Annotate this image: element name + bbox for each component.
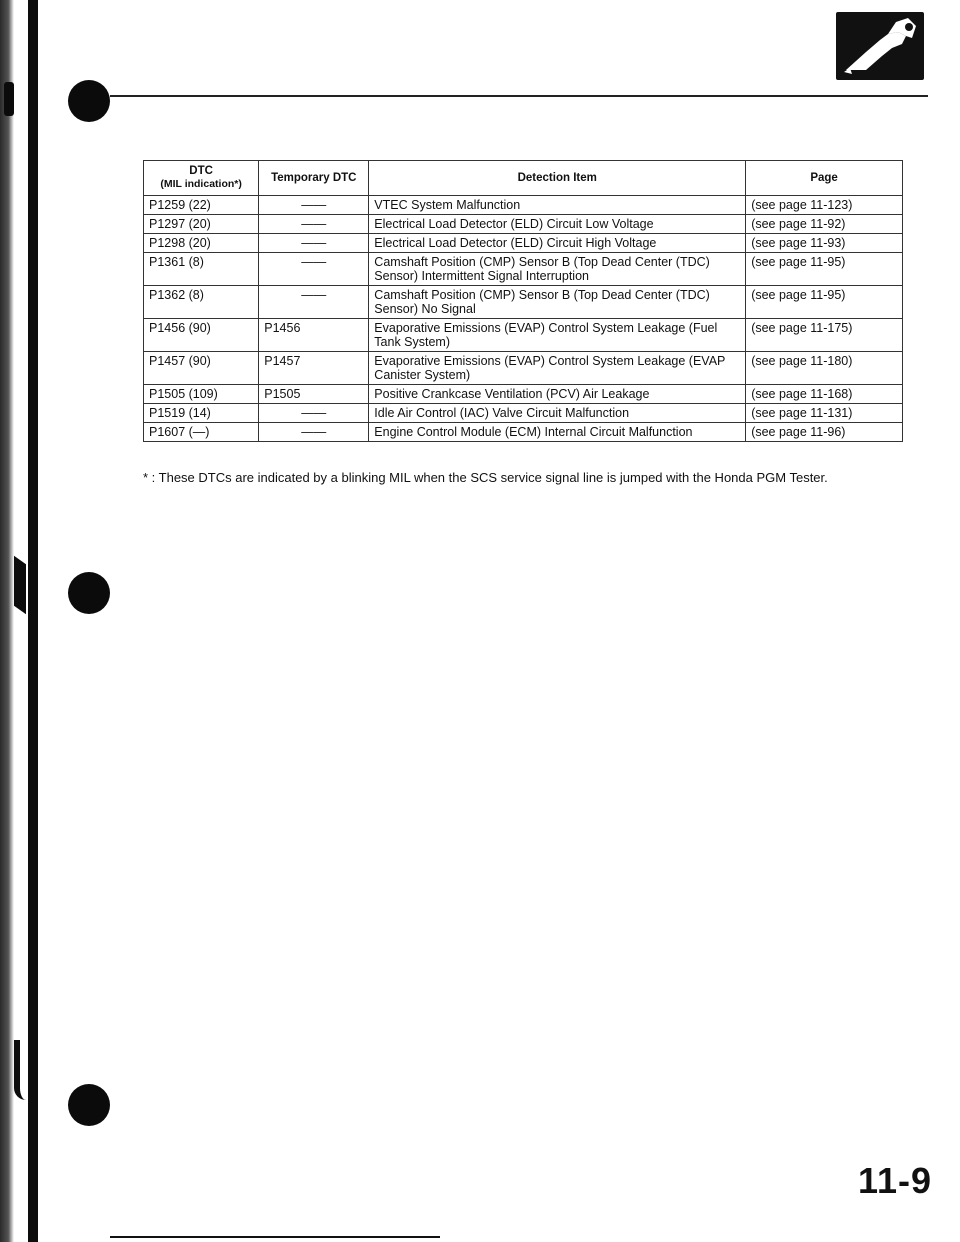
dtc-cell: P1457 (90): [144, 352, 259, 385]
page-reference-cell: (see page 11-95): [746, 253, 903, 286]
temporary-dtc-column-header: Temporary DTC: [259, 161, 369, 196]
dtc-column-header: [144, 161, 259, 196]
binder-clip-mark: [14, 556, 26, 614]
temporary-dtc-cell: P1505: [259, 385, 369, 404]
header-rule: [110, 95, 928, 97]
table-row: [144, 215, 903, 234]
dtc-header-label: DTC: [189, 165, 213, 177]
page-reference-cell: (see page 11-92): [746, 215, 903, 234]
table-row: [144, 286, 903, 319]
detection-item-cell: Engine Control Module (ECM) Internal Circuit Malfunction: [369, 423, 746, 442]
detection-item-cell: Positive Crankcase Ventilation (PCV) Air Leakage: [369, 385, 746, 404]
page-reference-cell: (see page 11-123): [746, 196, 903, 215]
page-reference-cell: (see page 11-96): [746, 423, 903, 442]
detection-item-cell: Evaporative Emissions (EVAP) Control System Leakage (Fuel Tank System): [369, 319, 746, 352]
page-reference-cell: (see page 11-168): [746, 385, 903, 404]
table-row: [144, 385, 903, 404]
table-row: [144, 423, 903, 442]
binder-clip-mark: [4, 82, 14, 116]
dtc-cell: P1519 (14): [144, 404, 259, 423]
dtc-cell: P1297 (20): [144, 215, 259, 234]
detection-item-cell: Evaporative Emissions (EVAP) Control System Leakage (EVAP Canister System): [369, 352, 746, 385]
temporary-dtc-cell: ——: [259, 253, 369, 286]
punch-hole: [68, 1084, 110, 1126]
dtc-cell: P1456 (90): [144, 319, 259, 352]
detection-item-cell: Camshaft Position (CMP) Sensor B (Top Dead Center (TDC) Sensor) Intermittent Signal Interruption: [369, 253, 746, 286]
page-column-header: Page: [746, 161, 903, 196]
dtc-cell: P1505 (109): [144, 385, 259, 404]
dtc-cell: P1607 (—): [144, 423, 259, 442]
temporary-dtc-cell: ——: [259, 404, 369, 423]
dtc-cell: P1362 (8): [144, 286, 259, 319]
binder-clip-mark: [14, 1040, 36, 1100]
dtc-cell: P1298 (20): [144, 234, 259, 253]
punch-hole: [68, 80, 110, 122]
table-row: [144, 319, 903, 352]
detection-item-cell: Idle Air Control (IAC) Valve Circuit Malfunction: [369, 404, 746, 423]
page-reference-cell: (see page 11-93): [746, 234, 903, 253]
dtc-table: [143, 160, 903, 442]
page-number: 11-9: [858, 1160, 933, 1201]
detection-item-cell: Electrical Load Detector (ELD) Circuit Low Voltage: [369, 215, 746, 234]
table-row: [144, 196, 903, 215]
temporary-dtc-cell: ——: [259, 234, 369, 253]
detection-item-cell: VTEC System Malfunction: [369, 196, 746, 215]
temporary-dtc-cell: ——: [259, 286, 369, 319]
page-reference-cell: (see page 11-180): [746, 352, 903, 385]
footer-rule: [110, 1236, 440, 1238]
page-reference-cell: (see page 11-131): [746, 404, 903, 423]
detection-item-column-header: Detection Item: [369, 161, 746, 196]
detection-item-cell: Electrical Load Detector (ELD) Circuit High Voltage: [369, 234, 746, 253]
temporary-dtc-cell: P1456: [259, 319, 369, 352]
footnote: * : These DTCs are indicated by a blinking MIL when the SCS service signal line is jumped with the Honda PGM Tester.: [143, 470, 828, 485]
punch-hole: [68, 572, 110, 614]
temporary-dtc-cell: ——: [259, 423, 369, 442]
temporary-dtc-cell: ——: [259, 215, 369, 234]
mil-indication-label: (MIL indication*): [160, 178, 242, 190]
temporary-dtc-cell: ——: [259, 196, 369, 215]
temporary-dtc-cell: P1457: [259, 352, 369, 385]
table-row: [144, 352, 903, 385]
table-header-row: [144, 161, 903, 196]
binder-edge-shadow: [0, 0, 14, 1242]
table-row: [144, 253, 903, 286]
detection-item-cell: Camshaft Position (CMP) Sensor B (Top Dead Center (TDC) Sensor) No Signal: [369, 286, 746, 319]
page-reference-cell: (see page 11-175): [746, 319, 903, 352]
table-row: [144, 234, 903, 253]
table-row: [144, 404, 903, 423]
dtc-cell: P1259 (22): [144, 196, 259, 215]
page-reference-cell: (see page 11-95): [746, 286, 903, 319]
fuel-nozzle-icon: [836, 12, 924, 80]
dtc-cell: P1361 (8): [144, 253, 259, 286]
